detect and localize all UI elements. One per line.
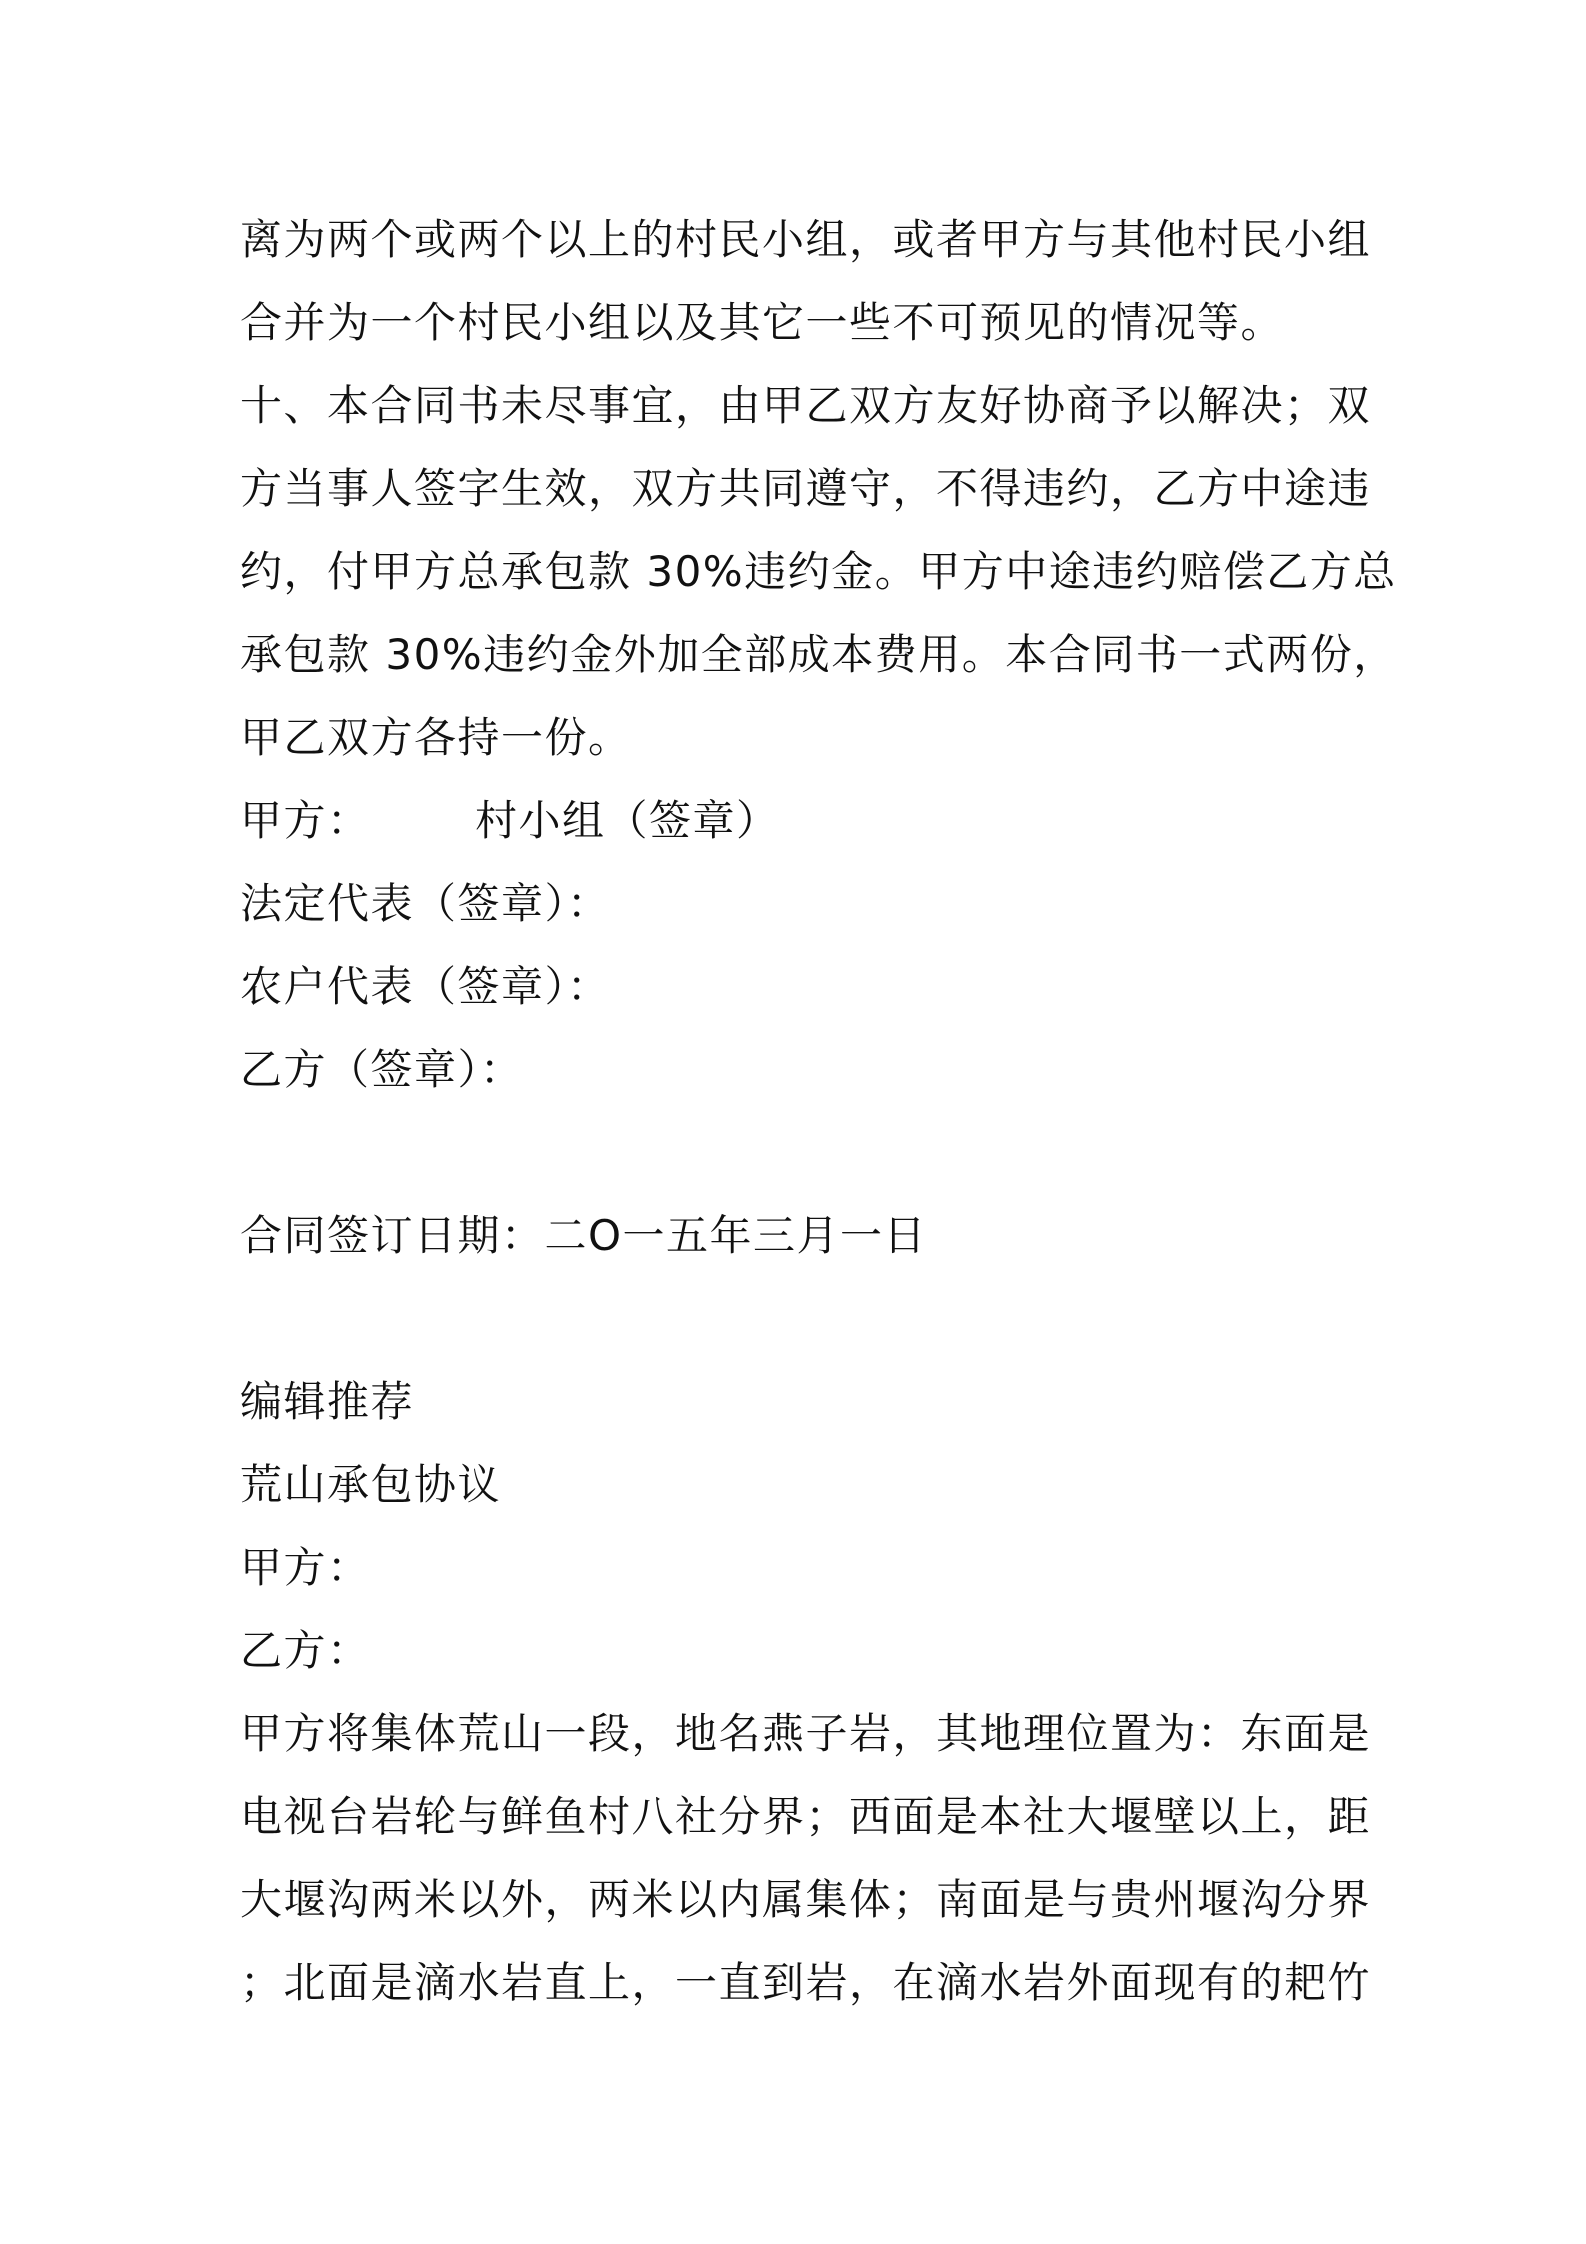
spacer (240, 1277, 1360, 1360)
recommended-heading: 编辑推荐 (240, 1377, 415, 1426)
recommended-body-line: ；北面是滴水岩直上，一直到岩，在滴水岩外面现有的耙竹 (240, 1958, 1372, 2007)
party-a-value: 村小组（签章） (475, 796, 780, 845)
recommended-party-a: 甲方： (240, 1543, 371, 1592)
clause-ten-line: 十、本合同书未尽事宜，由甲乙双方友好协商予以解决；双 (240, 381, 1372, 430)
recommended-title: 荒山承包协议 (240, 1460, 502, 1509)
recommended-party-b: 乙方： (240, 1626, 371, 1675)
party-b-signature: 乙方（签章）： (240, 1045, 524, 1094)
clause-ten-line: 甲乙双方各持一份。 (240, 713, 632, 762)
signing-date: 合同签订日期：二O一五年三月一日 (240, 1211, 928, 1260)
legal-rep-signature: 法定代表（签章）： (240, 879, 611, 928)
spacer (240, 1111, 1360, 1194)
recommended-body-line: 电视台岩轮与鲜鱼村八社分界；西面是本社大堰壁以上，距 (240, 1792, 1372, 1841)
farmer-rep-signature: 农户代表（签章）： (240, 962, 611, 1011)
clause-ten-line: 方当事人签字生效，双方共同遵守，不得违约，乙方中途违 (240, 464, 1372, 513)
paragraph-line: 离为两个或两个以上的村民小组，或者甲方与其他村民小组 (240, 215, 1372, 264)
party-a-label: 甲方： (240, 796, 371, 845)
clause-ten-line: 承包款 30%违约金外加全部成本费用。本合同书一式两份， (240, 630, 1397, 679)
paragraph-line: 合并为一个村民小组以及其它一些不可预见的情况等。 (240, 298, 1285, 347)
recommended-body-line: 大堰沟两米以外，两米以内属集体；南面是与贵州堰沟分界 (240, 1875, 1372, 1924)
document-body (240, 198, 1397, 2024)
party-a-signature (240, 779, 1360, 862)
clause-ten-line: 约，付甲方总承包款 30%违约金。甲方中途违约赔偿乙方总 (240, 547, 1397, 596)
recommended-body-line: 甲方将集体荒山一段，地名燕子岩，其地理位置为：东面是 (240, 1709, 1372, 1758)
